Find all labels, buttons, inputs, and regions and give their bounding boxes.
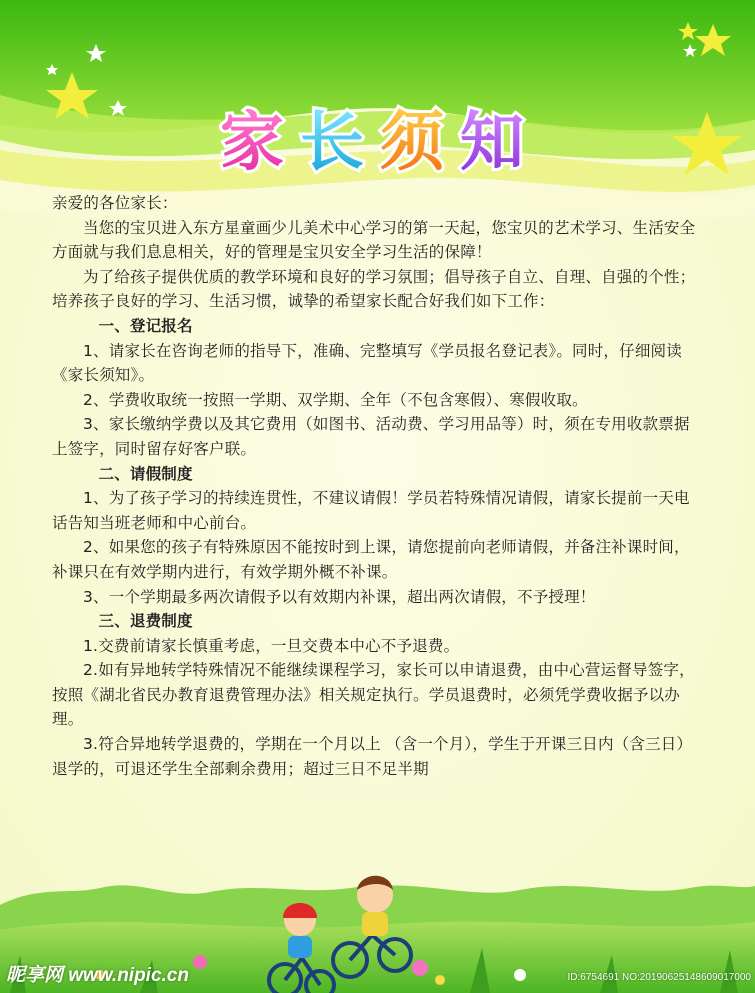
intro-paragraph-1: 当您的宝贝进入东方星童画少儿美术中心学习的第一天起，您宝贝的艺术学习、生活安全方面就与我们息息相关，好的管理是宝贝安全学习生活的保障！ [52, 218, 696, 262]
refund-item-2: 2.如有异地转学特殊情况不能继续课程学习，家长可以申请退费，由中心营运督导签字，按照《湖北省民办教育退费管理办法》相关规定执行。学员退费时，必须凭学费收据予以办理。 [52, 661, 695, 729]
leave-item-1: 1、为了孩子学习的持续连贯性，不建议请假！学员若特殊情况请假，请家长提前一天电话告知当班老师和中心前台。 [52, 489, 690, 532]
section-heading-leave: 二、请假制度 [98, 464, 193, 483]
refund-item-3: 3.符合异地转学退费的，学期在一个月以上 （含一个月），学生于开课三日内（含三日）退学的，可退还学生全部剩余费用；超过三日不足半期 [52, 735, 693, 778]
title-char-4: 知 [460, 106, 524, 180]
registration-item-1: 1、请家长在咨询老师的指导下，准确、完整填写《学员报名登记表》。同时，仔细阅读《家长须知》。 [52, 341, 682, 385]
children-cycling-illustration [250, 860, 420, 993]
registration-item-3: 3、家长缴纳学费以及其它费用（如图书、活动费、学习用品等）时，须在专用收款票据上签字，同时留存好客户联。 [52, 415, 690, 458]
greeting: 亲爱的各位家长： [52, 194, 178, 212]
refund-item-1: 1.交费前请家长慎重考虑，一旦交费本中心不予退费。 [83, 636, 460, 655]
title-char-1: 家 [220, 106, 284, 180]
title-char-3: 须 [380, 106, 444, 180]
leave-item-3: 3、一个学期最多两次请假予以有效期内补课，超出两次请假，不予授理！ [83, 587, 596, 606]
title-char-2: 长 [300, 106, 364, 180]
poster-title [0, 100, 755, 180]
intro-paragraph-2: 为了给孩子提供优质的教学环境和良好的学习氛围；倡导孩子自立、自理、自强的个性；培养孩子良好的学习、生活习惯，诚挚的希望家长配合好我们如下工作： [52, 267, 696, 311]
section-heading-refund: 三、退费制度 [98, 612, 193, 631]
watermark-id: ID:6754691 NO:20190625148609017000 [567, 972, 751, 983]
leave-item-2: 2、如果您的孩子有特殊原因不能按时到上课，请您提前向老师请假，并备注补课时间，补课只在有效学期内进行，有效学期外概不补课。 [52, 538, 690, 581]
registration-item-2: 2、学费收取统一按照一学期、双学期、全年（不包含寒假）、寒假收取。 [83, 390, 588, 409]
notice-body [52, 191, 702, 781]
watermark-site: 昵享网 www.nipic.cn [6, 965, 189, 986]
section-heading-registration: 一、登记报名 [98, 316, 193, 335]
